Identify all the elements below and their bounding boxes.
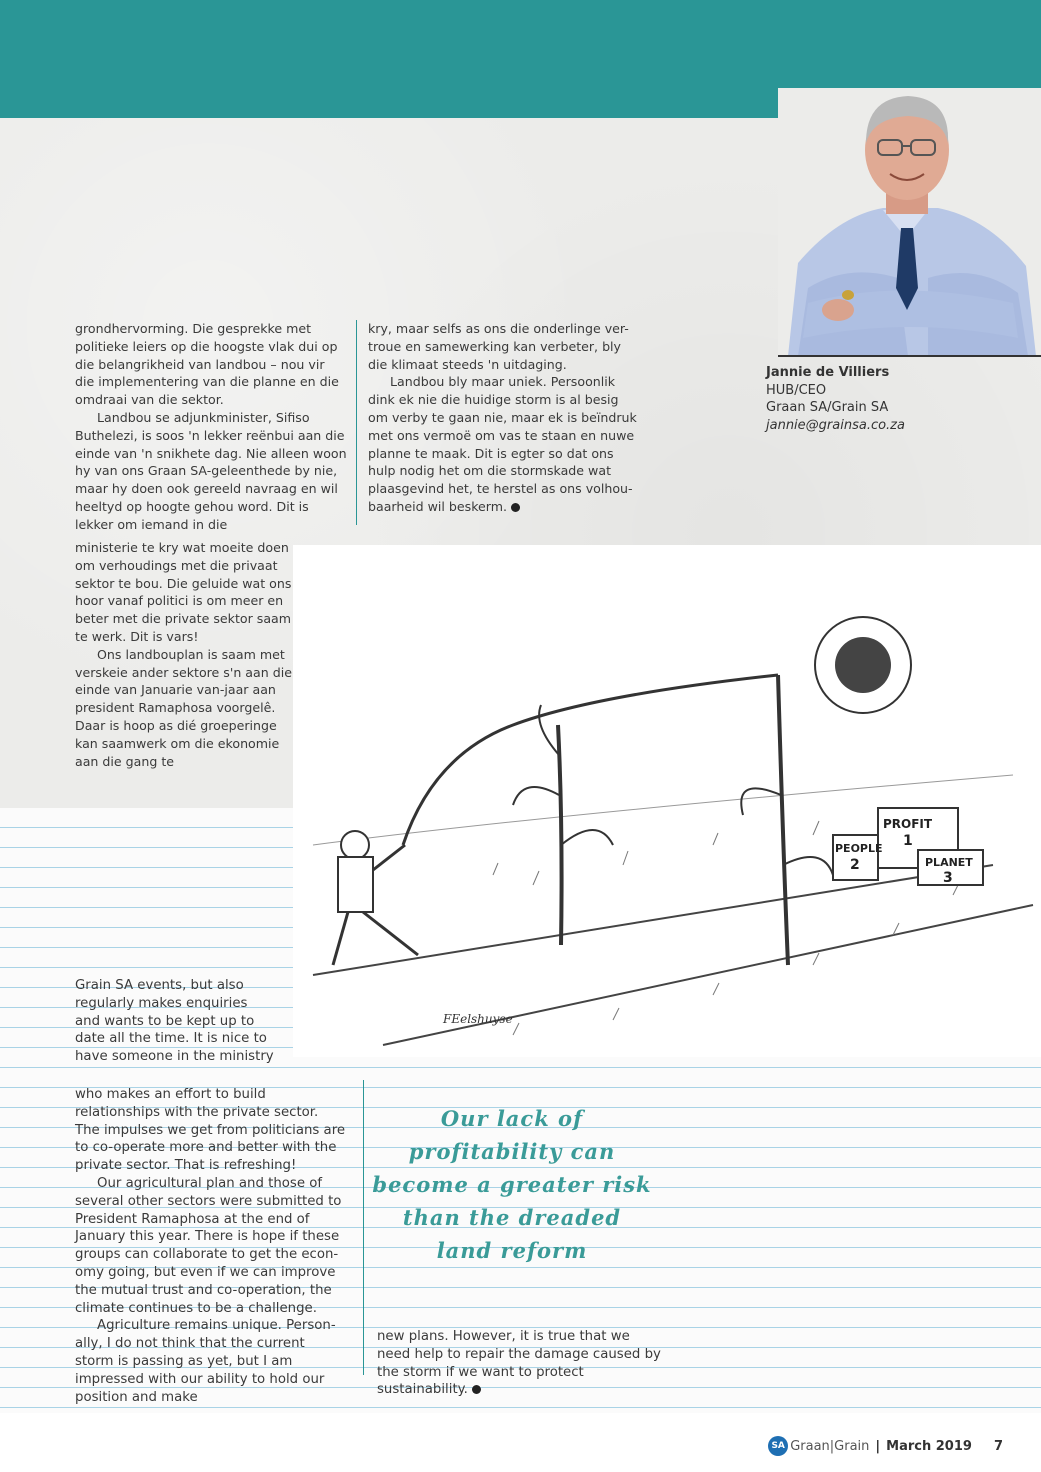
paragraph: who makes an effort to build relationships with the private sector. The impulses we get from politicians are to co-operate more and better with the private sector. That is refreshing! bbox=[75, 1087, 346, 1174]
end-mark-icon bbox=[472, 1385, 481, 1394]
publication-name: Graan|Grain bbox=[790, 1438, 870, 1454]
page-footer bbox=[768, 1436, 1003, 1456]
podium-rank-2: 2 bbox=[850, 857, 860, 873]
end-mark-icon bbox=[511, 503, 520, 512]
footer-separator: | bbox=[875, 1438, 881, 1454]
podium-people-label: PEOPLE bbox=[835, 842, 883, 855]
grain-sa-logo-icon: SA bbox=[768, 1436, 788, 1456]
issue-date: March 2019 bbox=[886, 1438, 972, 1454]
english-column-2 bbox=[377, 1328, 667, 1399]
paragraph: Landbou se adjunkminister, Sifiso Buthelezi, is soos 'n lekker reënbui aan die einde van 'n snikhete dag. Nie alleen woon hy van ons Graan SA-geleenthede by nie, maar hy doen ook gereeld navraag en wil heeltyd op hoogte gehou word. Dit is lekker om iemand in die bbox=[75, 409, 347, 532]
paragraph-text: new plans. However, it is true that we need help to repair the damage caused by the storm if we want to protect sustainability. bbox=[377, 1329, 661, 1398]
paragraph: Agriculture remains unique. Person-ally, I do not think that the current storm is passing as yet, but I am impressed with our ability to hold our position and make bbox=[75, 1318, 336, 1405]
photo-underline bbox=[778, 355, 1041, 357]
podium-profit-label: PROFIT bbox=[883, 817, 933, 831]
paragraph: Our agricultural plan and those of several other sectors were submitted to President Ramaphosa at the end of January this year. There is hope if these groups can collaborate to get the econ-omy going, but even if we can improve the mutual trust and co-operation, the climate continues to be a challenge. bbox=[75, 1175, 342, 1316]
author-email[interactable]: jannie@grainsa.co.za bbox=[766, 417, 905, 433]
podium-rank-3: 3 bbox=[943, 870, 953, 886]
afrikaans-column-1-continued bbox=[75, 539, 293, 770]
column-divider bbox=[363, 1080, 364, 1375]
paragraph: grondhervorming. Die gesprekke met politieke leiers op die hoogste vlak dui op die belangrikheid van landbou – nou vir die implementering van die planne en die omdraai van die sektor. bbox=[75, 321, 339, 408]
podium-planet-label: PLANET bbox=[925, 856, 973, 869]
paragraph: ministerie te kry wat moeite doen om verhoudings met die privaat sektor te bou. Die geluide wat ons hoor vanaf politici is om meer en beter met die private sektor saam te werk. Dit is vars! bbox=[75, 540, 292, 644]
paragraph: Grain SA events, but also regularly makes enquiries and wants to be kept up to date all the time. It is nice to have someone in the ministry bbox=[75, 978, 274, 1065]
paragraph: Ons landbouplan is saam met verskeie ander sektore s'n aan die einde van Januarie van-jaar aan president Ramaphosa voorgelê. Daar is hoop as dié groeperinge kan saamwerk om die ekonomie aan die gang te bbox=[75, 646, 292, 769]
column-divider bbox=[356, 320, 357, 525]
author-name: Jannie de Villiers bbox=[766, 365, 890, 380]
afrikaans-column-1 bbox=[75, 320, 347, 534]
pull-quote: Our lack of profitability can become a greater risk than the dreaded land reform bbox=[372, 1106, 652, 1263]
page-number: 7 bbox=[993, 1438, 1003, 1454]
paragraph bbox=[368, 373, 640, 515]
afrikaans-column-2 bbox=[368, 320, 640, 516]
author-photo bbox=[778, 88, 1041, 356]
paragraph-text: Landbou bly maar uniek. Persoonlik dink ek nie die huidige storm is al besig om verby te gaan nie, maar ek is beïndruk met ons vermoë om vas te staan en nuwe planne te maak. Dit is egter so dat ons hulp nodig het om die stormskade wat plaasgevind het, te herstel as ons volhou-baarheid wil beskerm. bbox=[368, 374, 637, 514]
author-organisation: Graan SA/Grain SA bbox=[766, 400, 889, 415]
english-column-1-continued bbox=[75, 1086, 347, 1406]
author-info bbox=[766, 364, 905, 434]
cartoonist-signature: FEelshuyse bbox=[443, 1012, 513, 1026]
english-column-1 bbox=[75, 977, 275, 1066]
paragraph: kry, maar selfs as ons die onderlinge ver-troue en samewerking kan verbeter, bly die klimaat steeds 'n uitdaging. bbox=[368, 321, 629, 372]
author-role: HUB/CEO bbox=[766, 382, 827, 398]
paragraph bbox=[377, 1328, 667, 1399]
podium-rank-1: 1 bbox=[903, 833, 913, 849]
cartoon-illustration bbox=[293, 545, 1041, 1057]
